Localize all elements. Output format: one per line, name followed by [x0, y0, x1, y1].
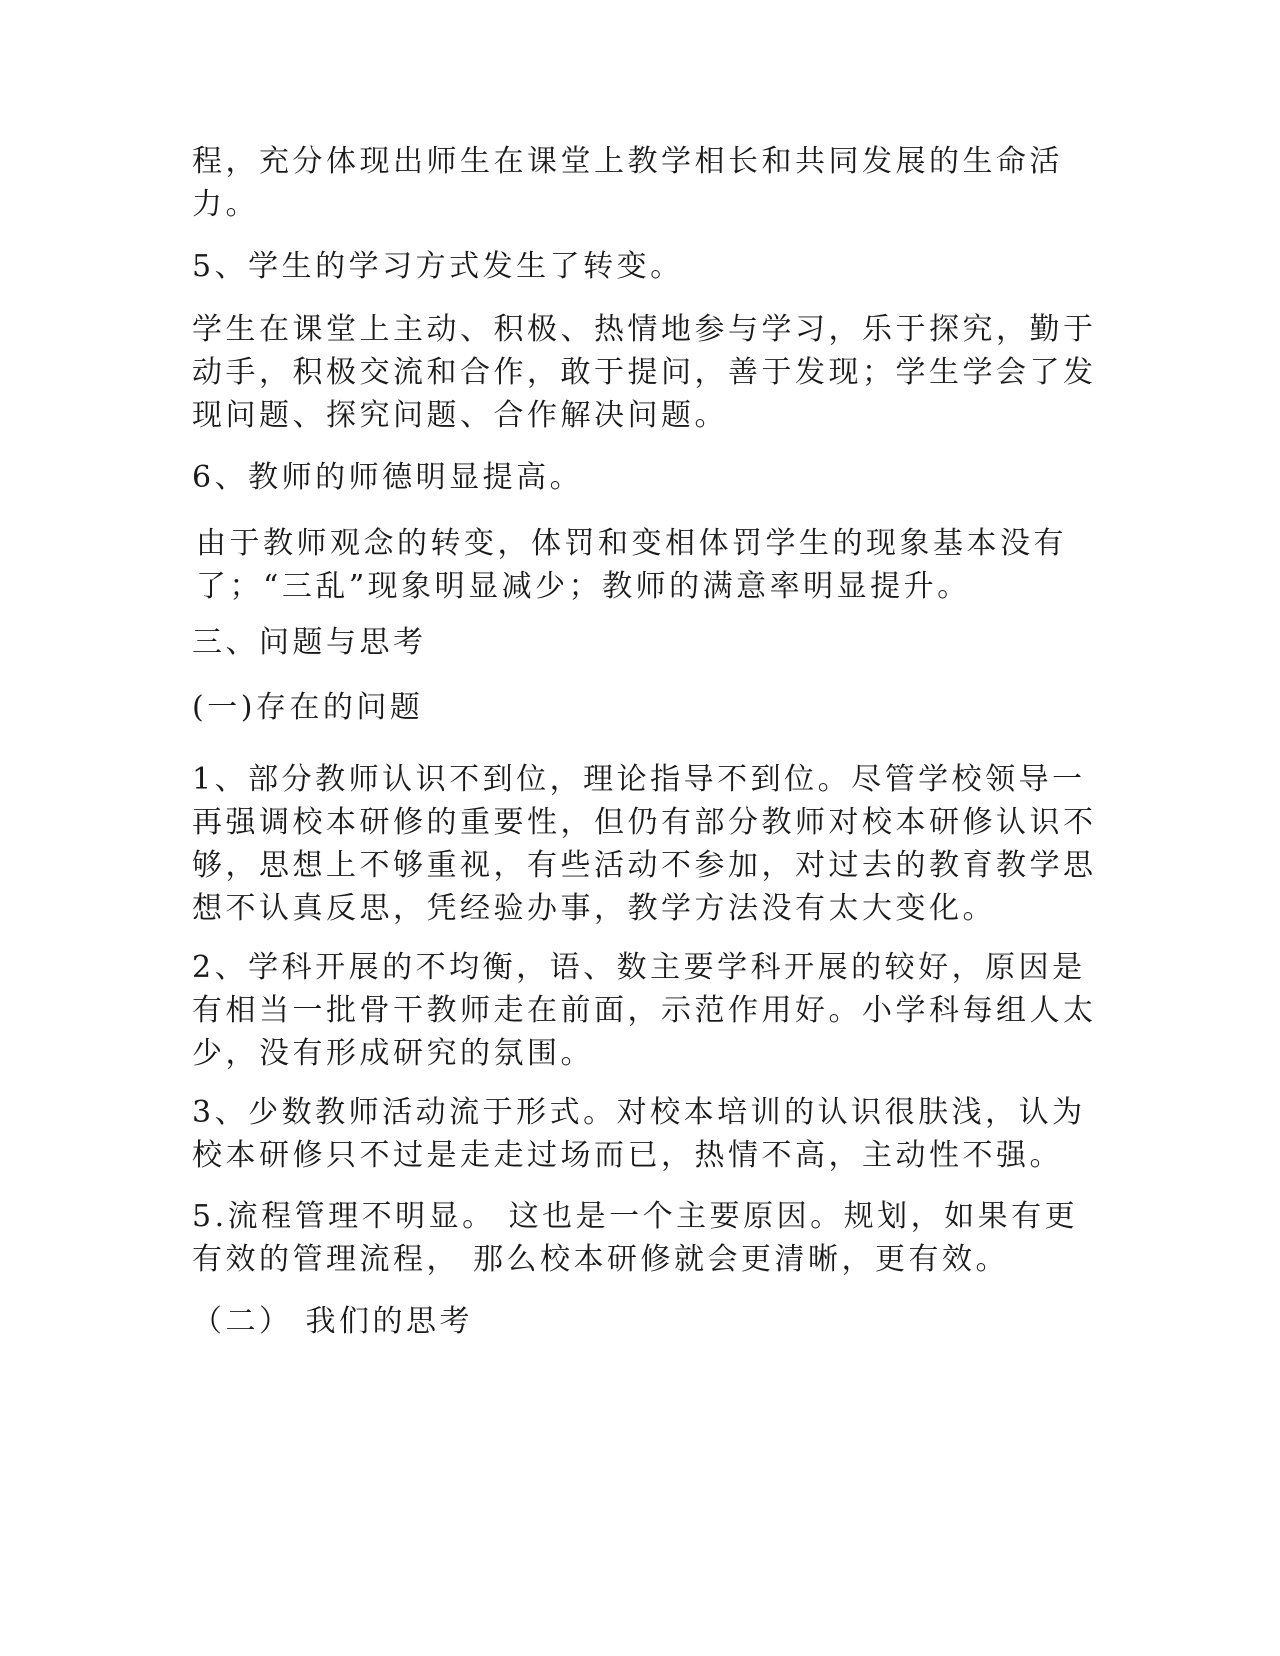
text-line: 程，充分体现出师生在课堂上教学相长和共同发展的生命活: [192, 144, 1063, 179]
text-line: 6、教师的师德明显提高。: [192, 460, 584, 495]
text-line: 动手，积极交流和合作，敢于提问，善于发现；学生学会了发: [192, 355, 1097, 390]
heading-item-6: [192, 456, 1092, 499]
paragraph-teacher-ethics: [196, 522, 1096, 608]
text-line: 力。: [192, 187, 259, 222]
text-line: 想不认真反思，凭经验办事，教学方法没有太大变化。: [192, 891, 996, 926]
text-line: 三、问题与思考: [192, 625, 427, 660]
text-line: 了；“三乱”现象明显减少；教师的满意率明显提升。: [196, 569, 971, 604]
paragraph-student-learning: [192, 308, 1097, 437]
text-line: 现问题、探究问题、合作解决问题。: [192, 398, 728, 433]
heading-item-5: [192, 245, 1092, 288]
subsection-heading-1: [192, 686, 1092, 729]
paragraph-problem-5: [192, 1195, 1092, 1281]
text-line: 少，没有形成研究的氛围。: [192, 1036, 594, 1071]
text-line: 2、学科开展的不均衡，语、数主要学科开展的较好，原因是: [192, 950, 1086, 985]
subsection-heading-2: [192, 1300, 1092, 1343]
text-line: 够，思想上不够重视，有些活动不参加，对过去的教育教学思: [192, 848, 1097, 883]
paragraph-continuation: [192, 140, 1092, 226]
text-line: 学生在课堂上主动、积极、热情地参与学习，乐于探究，勤于: [192, 312, 1097, 347]
text-line: 5、学生的学习方式发生了转变。: [192, 249, 684, 284]
text-line: 3、少数教师活动流于形式。对校本培训的认识很肤浅，认为: [192, 1095, 1086, 1130]
text-line: 再强调校本研修的重要性，但仍有部分教师对校本研修认识不: [192, 805, 1097, 840]
text-line: 由于教师观念的转变，体罚和变相体罚学生的现象基本没有: [196, 526, 1067, 561]
text-line: （二） 我们的思考: [192, 1304, 474, 1339]
paragraph-problem-2: [192, 946, 1097, 1075]
paragraph-problem-1: [192, 758, 1097, 930]
text-line: 1、部分教师认识不到位，理论指导不到位。尽管学校领导一: [192, 762, 1086, 797]
section-heading-3: [192, 621, 1092, 664]
text-line: 有相当一批骨干教师走在前面，示范作用好。小学科每组人太: [192, 993, 1097, 1028]
text-line: (一)存在的问题: [192, 690, 424, 725]
text-line: 校本研修只不过是走走过场而已，热情不高，主动性不强。: [192, 1138, 1063, 1173]
text-line: 有效的管理流程， 那么校本研修就会更清晰，更有效。: [192, 1242, 1010, 1277]
paragraph-problem-3: [192, 1091, 1092, 1177]
text-line: 5.流程管理不明显。 这也是一个主要原因。规划，如果有更: [192, 1199, 1079, 1234]
